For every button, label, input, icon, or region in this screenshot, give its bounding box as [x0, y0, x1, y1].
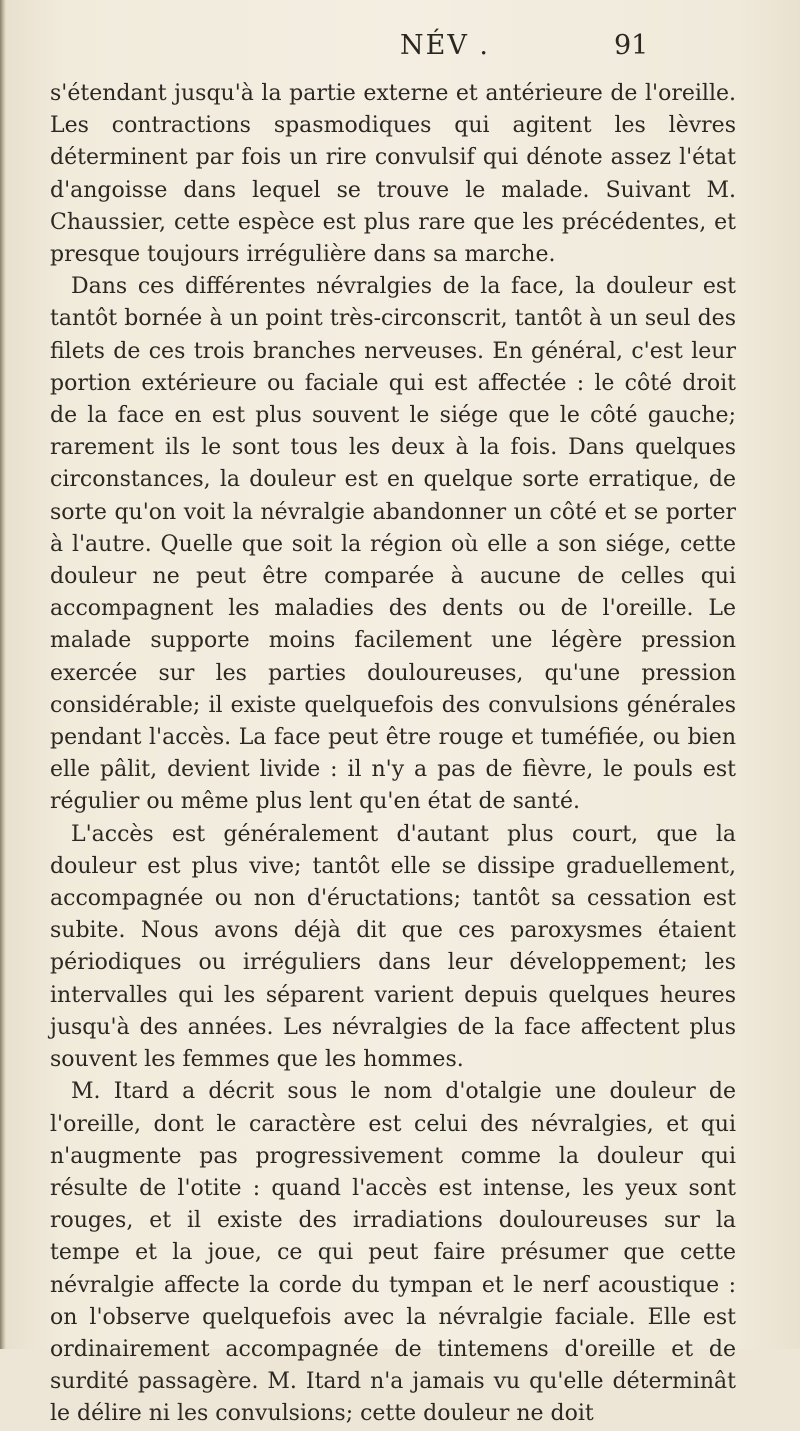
page-header	[0, 30, 800, 70]
page-number: 91	[614, 30, 649, 61]
paragraph-2: Dans ces différentes névralgies de la face, la douleur est tantôt bornée à un point très-circonscrit, tantôt à un seul des filets de ces trois branches nerveuses. En général, c'est leur portion extérieure ou faciale qui est affectée : le côté droit de la face en est plus souvent le siége que le côté gauche; rarement ils le sont tous les deux à la fois. Dans quelques circonstances, la douleur est en quelque sorte erratique, de sorte qu'on voit la névralgie abandonner un côté et se porter à l'autre. Quelle que soit la région où elle a son siége, cette douleur ne peut être comparée à aucune de celles qui accompagnent les maladies des dents ou de l'oreille. Le malade supporte moins facilement une légère pression exercée sur les parties douloureuses, qu'une pression considérable; il existe quelquefois des convulsions générales pendant l'accès. La face peut être rouge et tuméfiée, ou bien elle pâlit, devient livide : il n'y a pas de fièvre, le pouls est régulier ou même plus lent qu'en état de santé.	[50, 274, 736, 815]
paragraph-1: s'étendant jusqu'à la partie externe et antérieure de l'oreille. Les contractions spasmodiques qui agitent les lèvres déterminent par fois un rire convulsif qui dénote assez l'état d'angoisse dans lequel se trouve le malade. Suivant M. Chaussier, cette espèce est plus rare que les précédentes, et presque toujours irrégulière dans sa marche.	[50, 81, 736, 268]
paragraph-4: M. Itard a décrit sous le nom d'otalgie une douleur de l'oreille, dont le caractère est celui des névralgies, et qui n'augmente pas progressivement comme la douleur qui résulte de l'otite : quand l'accès est intense, les yeux sont rouges, et il existe des irradiations douloureuses sur la tempe et la joue, ce qui peut faire présumer que cette névralgie affecte la corde du tympan et le nerf acoustique : on l'observe quelquefois avec la névralgie faciale. Elle est ordinairement accompagnée de tintemens d'oreille et de surdité passagère. M. Itard n'a jamais vu qu'elle déterminât le délire ni les convulsions; cette douleur ne doit	[50, 1079, 736, 1427]
binding-gutter	[0, 0, 6, 1349]
running-head: NÉV .	[400, 30, 490, 61]
body-text	[50, 78, 736, 1431]
paragraph-3: L'accès est généralement d'autant plus court, que la douleur est plus vive; tantôt elle se dissipe graduellement, accompagnée ou non d'éructations; tantôt sa cessation est subite. Nous avons déjà dit que ces paroxysmes étaient périodiques ou irréguliers dans leur développement; les intervalles qui les séparent varient depuis quelques heures jusqu'à des années. Les névralgies de la face affectent plus souvent les femmes que les hommes.	[50, 821, 736, 1073]
